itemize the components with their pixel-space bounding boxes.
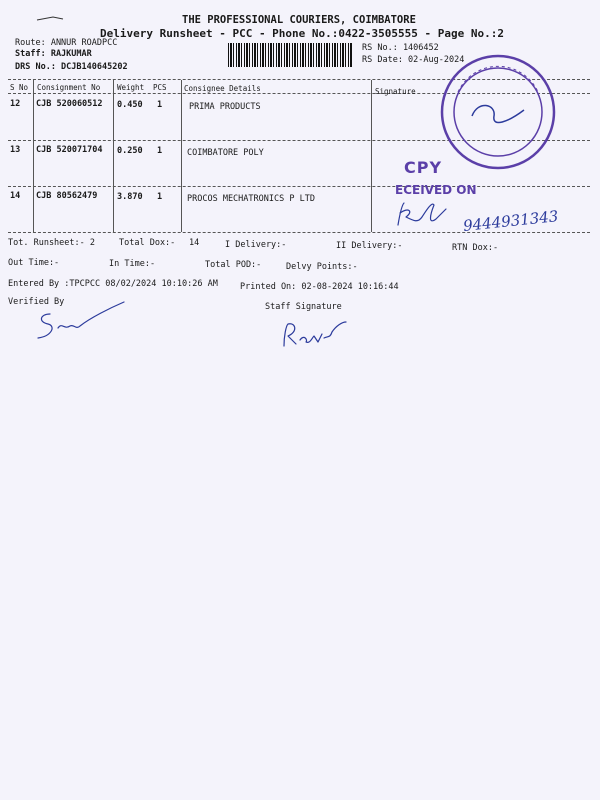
total-pod: Total POD:- [205,260,262,270]
ii-delivery: II Delivery:- [336,241,403,251]
total-dox-value: 14 [189,238,200,248]
stamp-cpy: CPY [404,158,443,177]
col-header-consignment: Consignment No [37,83,101,92]
handwritten-phone: 9444931343 [462,207,560,235]
row-pcs: 1 [157,100,163,110]
verified-by-label: Verified By [8,297,65,307]
drs-number: DRS No.: DCJB140645202 [15,62,128,72]
row-divider [8,186,590,187]
rs-number: RS No.: 1406452 [362,43,439,53]
row-sno: 14 [10,191,21,201]
row-consignment: CJB 520060512 [36,99,103,109]
col-header-signature: Signature [375,87,416,96]
column-divider [33,80,34,232]
row-sno: 12 [10,99,21,109]
col-header-pcs: PCS [153,83,167,92]
tot-runsheet: Tot. Runsheet:- 2 [8,238,95,248]
entered-by: Entered By :TPCPCC 08/02/2024 10:10:26 AM [8,279,218,289]
route-label: Route: ANNUR ROADPCC [15,38,118,48]
row-weight: 0.250 [117,146,143,156]
row-consignee: COIMBATORE POLY [187,148,264,158]
company-name: THE PROFESSIONAL COURIERS, COIMBATORE [182,14,416,26]
row-weight: 0.450 [117,100,143,110]
printed-on: Printed On: 02-08-2024 10:16:44 [240,282,399,292]
row-consignment: CJB 80562479 [36,191,98,201]
in-time: In Time:- [109,259,156,269]
i-delivery: I Delivery:- [225,240,287,250]
total-dox-label: Total Dox:- [119,238,176,248]
staff-signature [280,318,350,353]
col-header-weight: Weight [117,83,145,92]
column-divider [371,80,372,232]
column-divider [181,80,182,232]
company-seal-stamp [438,52,558,172]
column-divider [113,80,114,232]
runsheet-title: Delivery Runsheet - PCC - Phone No.:0422-3505555 - Page No.:2 [100,27,504,40]
row-pcs: 1 [157,146,163,156]
scan-mark-icon [35,14,65,24]
col-header-sno: S No [10,83,29,92]
staff-signature-label: Staff Signature [265,302,342,312]
out-time: Out Time:- [8,258,60,268]
col-header-consignee: Consignee Details [184,84,261,93]
row-pcs: 1 [157,192,163,202]
table-bottom-rule [8,232,590,233]
row-sno: 13 [10,145,21,155]
rtn-dox: RTN Dox:- [452,243,499,253]
verifier-signature [30,300,130,345]
stamp-received-on: ECEIVED ON [395,183,477,197]
delvy-points: Delvy Points:- [286,262,358,272]
staff-label: Staff: RAJKUMAR [15,49,92,59]
row-consignee: PROCOS MECHATRONICS P LTD [187,194,315,204]
row-weight: 3.870 [117,192,143,202]
row-consignment: CJB 520071704 [36,145,103,155]
row-consignee: PRIMA PRODUCTS [189,102,261,112]
consignee-signature [392,195,462,235]
rs-date: RS Date: 02-Aug-2024 [362,55,465,65]
barcode [228,43,353,67]
